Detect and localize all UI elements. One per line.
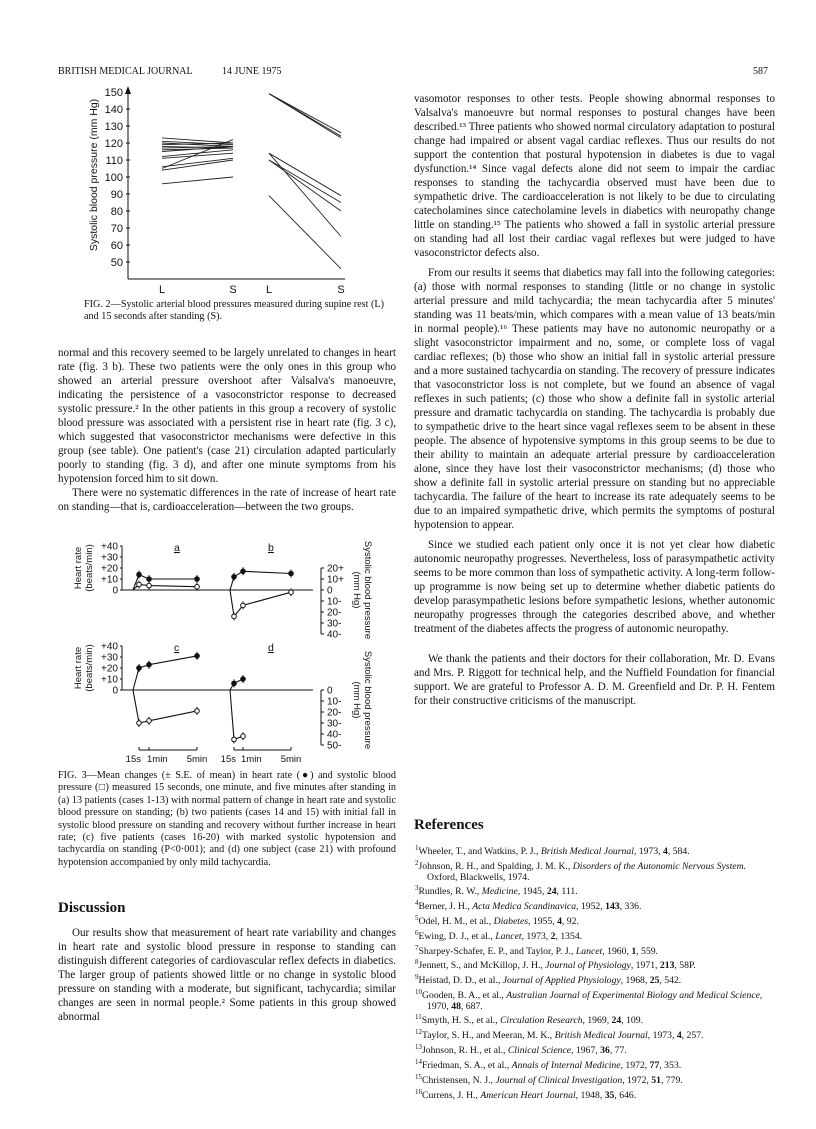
reference-year: , 1948, — [575, 1089, 605, 1101]
reference-source: American Heart Journal — [480, 1089, 576, 1101]
bp-point — [137, 582, 142, 587]
bp-series-line — [133, 585, 197, 591]
reference-source: British Medical Journal — [540, 846, 634, 858]
reference-number: 9 — [415, 973, 419, 982]
hr-tick-label: +20 — [101, 563, 118, 575]
reference-item — [415, 883, 775, 898]
journal-name: BRITISH MEDICAL JOURNAL — [58, 66, 193, 77]
right-body-text — [414, 92, 775, 708]
hr-tick-label: 0 — [112, 585, 118, 597]
reference-authors: Odel, H. M., et al., — [418, 916, 494, 928]
reference-authors: Christensen, N. J., — [422, 1075, 496, 1087]
left-body-text — [58, 346, 396, 514]
bp-axis-label: Systolic blood pressure (mm Hg) — [351, 540, 373, 640]
patient-line — [269, 94, 341, 138]
figure-3-chart — [0, 540, 400, 768]
reference-number: 15 — [415, 1072, 422, 1081]
reference-item — [415, 943, 775, 958]
hr-tick-label: 0 — [112, 685, 118, 697]
reference-number: 3 — [415, 884, 419, 893]
reference-year: , 1967, — [571, 1045, 601, 1057]
heart-rate-point — [147, 662, 152, 667]
reference-year: , 1969, — [582, 1015, 612, 1027]
heart-rate-series-line — [230, 571, 291, 590]
reference-item — [415, 843, 775, 858]
y-tick-label: 90 — [110, 189, 123, 201]
heart-rate-point — [195, 654, 200, 659]
reference-year: , 1960, — [602, 945, 632, 957]
reference-year: , 1952, — [576, 901, 606, 913]
y-tick-label: 110 — [105, 155, 123, 167]
heart-rate-point — [137, 666, 142, 671]
reference-volume: 4 — [557, 916, 562, 928]
reference-volume: 51 — [651, 1075, 661, 1087]
references-list — [415, 843, 775, 1101]
time-label: 1min — [147, 754, 168, 765]
reference-pages: , 109. — [621, 1015, 644, 1027]
panel-label: a — [174, 542, 180, 554]
bp-point — [195, 709, 200, 714]
x-tick-label: L — [265, 284, 273, 296]
reference-volume: 213 — [659, 960, 675, 972]
reference-year: , 1972, — [622, 1075, 652, 1087]
bp-point — [137, 721, 142, 726]
bp-tick-label: 10- — [327, 696, 342, 708]
reference-authors: Johnson, R. H., et al., — [422, 1045, 508, 1057]
reference-authors: Currens, J. H., — [422, 1089, 481, 1101]
reference-item — [415, 1012, 775, 1027]
paragraph: Our results show that measurement of heart rate variability and changes in heart rate and systolic blood pressure in response to standing can distinguish different categories of cardiovascular reflex defects in diabetics. The larger group of patients showed little or no change in systolic blood pressure on standing with a moderate, but significant, tachycardia; similar changes are seen in normal people.² Some patients in this group showed abnormal — [58, 927, 396, 1023]
reference-source: Diabetes — [493, 916, 529, 928]
heart-rate-point — [241, 677, 246, 682]
hr-tick-label: +10 — [101, 574, 118, 586]
reference-source: Australian Journal of Experimental Biology and Medical Science — [506, 990, 760, 1002]
reference-authors: Rundles, R. W., — [418, 886, 482, 898]
reference-source: Journal of Clinical Investigation — [495, 1075, 623, 1087]
patient-line — [269, 196, 341, 269]
reference-item — [415, 858, 775, 883]
paragraph: vasomotor responses to other tests. People showing abnormal responses to Valsalva's manoeuvre but normal responses to postural changes have been described.¹³ Three patients who showed normal circulatory adaptation to postural change had impaired or absent vagal cardiac reflexes. Thus our results do not support the contention that postural hypotension in diabetes is due to vagal dysfunction.¹⁴ Since vagal defects alone did not seem to impair the cardiac responses to standing the tachycardia observed must have been due to sympathetic drive. The cardioacceleration is not likely to be due to circulating catecholamines since catecholamine levels in diabetics with neuropathy change little on standing.¹⁵ The patients who showed a fall in systolic arterial pressure on standing had all lost their cardiac vagal reflexes but were judged to have vasoconstrictor defects also. — [414, 93, 775, 259]
caption-text: —Mean changes (± S.E. of mean) in heart rate (●) and systolic blood pressure (□) measured 15 seconds, one minute, and five minutes after standing in (a) 13 patients (cases 1-13) with normal pattern of change in heart rate and systolic blood pressure on standing; (b) two patients (cases 14 and 15) with initial fall in systolic blood pressure on standing and recovery without further increase in heart rate; (c) five patients (cases 16-20) with marked systolic hypotension and tachycardia on standing (P<0·001); and (d) one subject (case 21) with profound hypotension accompanied by only mild tachycardia. — [58, 770, 396, 868]
patient-line — [269, 153, 341, 236]
caption-label: FIG. 3 — [58, 770, 87, 781]
reference-authors: Gooden, B. A., et al., — [422, 990, 507, 1002]
y-axis-arrow — [125, 86, 131, 94]
y-tick-label: 100 — [104, 172, 123, 184]
time-label: 15s — [125, 754, 141, 765]
reference-pages: , 1354. — [555, 930, 583, 942]
reference-item — [415, 1042, 775, 1057]
reference-year: , 1945, — [517, 886, 547, 898]
bp-tick-label: 40- — [327, 729, 342, 741]
reference-year: , 1971, — [630, 960, 660, 972]
bp-tick-label: 50- — [327, 740, 342, 752]
bp-point — [232, 614, 237, 619]
reference-number: 13 — [415, 1043, 422, 1052]
reference-item — [415, 957, 775, 972]
reference-pages: , 111. — [556, 886, 578, 898]
hr-tick-label: +30 — [101, 552, 118, 564]
x-tick-label: S — [229, 284, 237, 296]
reference-source: Journal of Physiology — [545, 960, 631, 972]
panel-label: d — [268, 642, 274, 654]
reference-pages: , 336. — [619, 901, 642, 913]
paragraph: From our results it seems that diabetics may fall into the following categories: (a) those with normal responses to standing (little or no change in systolic arterial pressure and mild tachycardia; the mean tachycardia after 5 minutes' standing was 11 beats/min, which compares with a mean value of 13 beats/min in normal people).¹⁶ These patients may have no autonomic neuropathy or a slight vasoconstrictor impairment and no, some, or complete loss of vagal cardiac reflexes; (b) those who show an initial fall in systolic arterial pressure and a more sustained tachycardia on standing. The recovery of pressure indicates that vasoconstrictor loss is not complete, but we found an absence of vagal reflexes in such patients; (c) those who show a definite fall in systolic arterial pressure and dramatic tachycardia on standing. The tachycardia is probably due to sympathetic drive to the heart since vagal reflexes seem to be absent in these people. The absence of hypotensive symptoms in this group seems to be due to their ability to maintain an adequate arterial pressure by cardioacceleration alone, since they have lost their vasoconstrictor mechanisms; (d) those who show a definite fall in systolic arterial pressure on standing but no appreciable tachycardia. The failure of the heart to increase its rate adequately seems to be due to an impaired sympathetic drive, which permits the symptoms of postural hypotension to appear. — [414, 267, 775, 531]
reference-year: , 1972, — [620, 1060, 650, 1072]
reference-volume: 1 — [631, 945, 637, 957]
y-tick-label: 50 — [110, 257, 123, 269]
page-number: 587 — [753, 66, 768, 77]
reference-item — [415, 1072, 775, 1087]
reference-source: Annals of Internal Medicine — [511, 1060, 621, 1072]
reference-source: Clinical Science — [507, 1045, 572, 1057]
reference-volume: 36 — [600, 1045, 610, 1057]
bp-tick-label: 10- — [327, 596, 342, 608]
reference-number: 6 — [415, 928, 419, 937]
heart-rate-axis-label: Heart rate (beats/min) — [73, 644, 95, 692]
reference-pages: , 542. — [659, 975, 682, 987]
caption-label: FIG. 2 — [84, 299, 111, 310]
reference-source: Circulation Research — [500, 1015, 583, 1027]
reference-source: British Medical Journal — [554, 1030, 648, 1042]
reference-year: , 1973, — [647, 1030, 677, 1042]
bp-point — [232, 737, 237, 742]
reference-pages: , 584. — [667, 846, 690, 858]
hr-tick-label: +30 — [101, 652, 118, 664]
reference-volume: 4 — [676, 1030, 682, 1042]
reference-pages: , 646. — [614, 1089, 637, 1101]
reference-year: , 1973, — [521, 930, 551, 942]
bp-axis-label: Systolic blood pressure (mm Hg) — [351, 650, 373, 750]
heart-rate-point — [137, 572, 142, 577]
bp-tick-label: 0 — [327, 585, 333, 597]
paragraph: There were no systematic differences in the rate of increase of heart rate on standing—that is, cardioacceleration—between the two groups. — [58, 487, 396, 513]
bp-series-line — [230, 690, 243, 740]
bp-tick-label: 20+ — [327, 563, 344, 575]
reference-number: 4 — [415, 899, 419, 908]
reference-source: Lancet — [495, 930, 522, 942]
time-label: 1min — [241, 754, 262, 765]
y-tick-label: 80 — [110, 206, 123, 218]
reference-volume: 35 — [604, 1089, 615, 1101]
reference-item — [415, 928, 775, 943]
reference-item — [415, 987, 775, 1012]
reference-year: , 1968, — [620, 975, 650, 987]
bp-tick-label: 20- — [327, 607, 342, 619]
bp-point — [289, 590, 294, 595]
reference-pages: , 77. — [609, 1045, 627, 1057]
patient-line — [269, 160, 341, 211]
bp-series-line — [230, 590, 291, 616]
references-heading: References — [414, 817, 484, 833]
reference-authors: Johnson, R. H., and Spalding, J. M. K., — [418, 861, 573, 873]
reference-pages: , 559. — [636, 945, 658, 957]
reference-number: 16 — [415, 1087, 422, 1096]
reference-volume: 24 — [546, 886, 557, 898]
reference-authors: Ewing, D. J., et al., — [418, 930, 496, 942]
bp-tick-label: 30- — [327, 618, 342, 630]
heart-rate-axis-label: Heart rate (beats/min) — [73, 544, 95, 592]
y-tick-label: 70 — [110, 223, 123, 235]
reference-number: 14 — [415, 1057, 422, 1066]
reference-source: Disorders of the Autonomic Nervous System. — [572, 861, 746, 873]
figure-2-caption — [84, 299, 384, 324]
reference-authors: Sharpey-Schafer, E. P., and Taylor, P. J., — [418, 945, 576, 957]
bp-tick-label: 0 — [327, 685, 333, 697]
reference-source: Acta Medica Scandinavica — [472, 901, 577, 913]
panel-label: c — [174, 642, 180, 654]
acknowledgments: We thank the patients and their doctors for their collaboration, Mr. D. Evans and Mrs. P. Riggott for technical help, and the Nuffield Foundation for financial support. We are grateful to Professor A. D. M. Greenfield and Dr. P. H. Fentem for their constructive criticisms of the manuscript. — [414, 653, 775, 707]
reference-item — [415, 1087, 775, 1102]
reference-volume: 2 — [550, 930, 556, 942]
hr-tick-label: +40 — [101, 541, 118, 553]
time-label: 5min — [186, 754, 208, 765]
panel-label: b — [268, 542, 274, 554]
reference-volume: 4 — [663, 846, 668, 858]
reference-number: 8 — [415, 958, 419, 967]
patient-line — [269, 153, 341, 196]
reference-authors: Taylor, S. H., and Meeran, M. K., — [422, 1030, 555, 1042]
reference-year: , 1970, — [427, 990, 763, 1012]
reference-volume: 24 — [611, 1015, 622, 1027]
patient-line — [269, 160, 341, 203]
y-axis-label: Systolic blood pressure (mm Hg) — [88, 98, 100, 252]
paragraph: Since we studied each patient only once it is not yet clear how diabetic autonomic neuropathy progresses. Nevertheless, loss of parasympathetic activity seems to be more common than loss of sympathetic activity. A long-term follow-up programme is now being set up to determine whether diabetic patients do develop parasympathetic lesions before sympathetic lesions, whether autonomic neuropathy progresses through the categories described above, and whether treatment of the diabetes affects the progress of autonomic neuropathy. — [414, 539, 775, 635]
heart-rate-point — [232, 681, 237, 686]
reference-pages: , 257. — [681, 1030, 704, 1042]
reference-number: 10 — [415, 988, 422, 997]
discussion-text — [58, 926, 396, 1024]
reference-authors: Heistad, D. D., et al., — [418, 975, 503, 987]
reference-volume: 48 — [451, 1000, 461, 1012]
reference-item — [415, 1057, 775, 1072]
x-tick-label: S — [337, 284, 345, 296]
heart-rate-series-line — [133, 575, 197, 590]
reference-item — [415, 913, 775, 928]
reference-number: 1 — [415, 844, 419, 852]
bp-series-line — [133, 690, 197, 723]
reference-number: 12 — [415, 1028, 422, 1037]
reference-item — [415, 1027, 775, 1042]
caption-text: —Systolic arterial blood pressures measured during supine rest (L) and 15 seconds after standing (S). — [84, 299, 385, 323]
bp-tick-label: 30- — [327, 718, 342, 730]
reference-source: Lancet — [575, 945, 603, 957]
heart-rate-point — [232, 575, 237, 580]
reference-authors: Friedman, S. A., et al., — [422, 1060, 512, 1072]
y-tick-label: 150 — [104, 87, 123, 99]
reference-year: , 1955, — [528, 916, 558, 928]
reference-year: Oxford, Blackwells, 1974. — [427, 871, 530, 883]
reference-item — [415, 972, 775, 987]
heart-rate-point — [241, 569, 246, 574]
reference-volume: 143 — [605, 901, 620, 913]
reference-pages: , 92. — [561, 916, 579, 928]
reference-authors: Jennett, S., and McKillop, J. H., — [418, 960, 546, 972]
issue-date: 14 JUNE 1975 — [222, 66, 282, 77]
time-label: 5min — [280, 754, 302, 765]
reference-volume: 77 — [649, 1060, 660, 1072]
reference-authors: Wheeler, T., and Watkins, P. J., — [418, 846, 541, 858]
reference-authors: Berner, J. H., — [418, 901, 473, 913]
reference-number: 5 — [415, 913, 419, 922]
bp-tick-label: 40- — [327, 629, 342, 641]
reference-year: , 1973, — [633, 846, 663, 858]
hr-tick-label: +10 — [101, 674, 118, 686]
patient-line — [162, 177, 233, 184]
figure-3-caption — [58, 770, 396, 869]
bp-point — [241, 734, 246, 739]
reference-source: Medicine — [481, 886, 518, 898]
y-tick-label: 140 — [104, 104, 123, 116]
reference-source: Journal of Applied Physiology — [502, 975, 621, 987]
y-tick-label: 120 — [104, 138, 123, 150]
hr-tick-label: +20 — [101, 663, 118, 675]
paragraph: normal and this recovery seemed to be largely unrelated to changes in heart rate (fig. 3 b). These two patients were the only ones in this group who showed an arterial pressure overshoot after Valsalva's manoeuvre, indicating the persistence of a vasoconstrictor response to decreased systolic pressure.² In the other patients in this group a recovery of systolic blood pressure was associated with a persistent rise in heart rate (fig. 3 c), which suggested that vasoconstrictor mechanisms were defective in this group (see table). One patient's (case 21) circulation adapted particularly poorly to standing (fig. 3 d), and after one minute symptoms from his hypotension forced him to sit down. — [58, 347, 396, 485]
x-tick-label: L — [158, 284, 166, 296]
reference-number: 11 — [415, 1013, 422, 1022]
figure-2-chart — [0, 0, 400, 298]
bp-tick-label: 10+ — [327, 574, 344, 586]
reference-pages: , 58P. — [674, 960, 696, 972]
reference-item — [415, 898, 775, 913]
bp-tick-label: 20- — [327, 707, 342, 719]
reference-pages: , 779. — [660, 1075, 683, 1087]
hr-tick-label: +40 — [101, 641, 118, 653]
heart-rate-point — [195, 577, 200, 582]
bp-point — [147, 719, 152, 724]
bp-point — [195, 584, 200, 589]
reference-pages: , 353. — [659, 1060, 682, 1072]
heart-rate-point — [147, 577, 152, 582]
y-tick-label: 60 — [110, 240, 123, 252]
bp-point — [147, 583, 152, 588]
reference-number: 2 — [415, 858, 419, 867]
discussion-heading: Discussion — [58, 900, 126, 916]
heart-rate-point — [289, 571, 294, 576]
heart-rate-series-line — [133, 656, 197, 690]
bp-point — [241, 603, 246, 608]
reference-number: 7 — [415, 943, 419, 952]
reference-authors: Smyth, H. S., et al., — [421, 1015, 501, 1027]
y-tick-label: 130 — [104, 121, 123, 133]
time-label: 15s — [220, 754, 236, 765]
reference-volume: 25 — [649, 975, 660, 987]
reference-pages: , 687. — [460, 1000, 483, 1012]
